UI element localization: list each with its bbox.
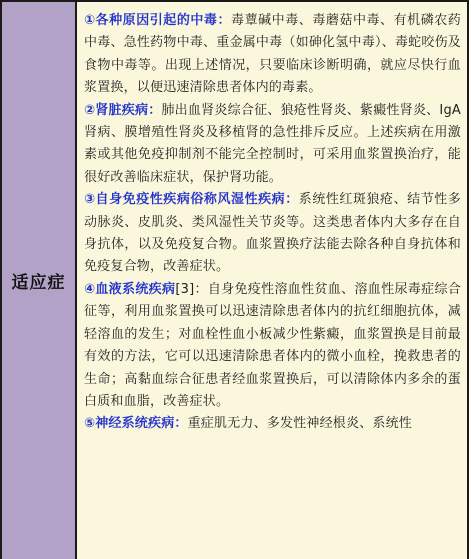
- section-body: 毒蕈碱中毒、毒蘑菇中毒、有机磷农药中毒、急性药物中毒、重金属中毒（如砷化氢中毒）、毒蛇咬伤及食物中毒等。出现上述情况，只要临床诊断明确，就应尽快行血浆置换，以便迅速清除患者体内的毒素。: [84, 13, 461, 96]
- section-neuro: [84, 413, 461, 435]
- section-heading: ⑤神经系统疾病：: [84, 416, 188, 432]
- section-heading: ③自身免疫性疾病俗称风湿性疾病：: [84, 192, 299, 208]
- section-autoimmune: [84, 189, 461, 279]
- citation-ref: [3]：: [175, 281, 208, 297]
- section-heading: ①各种原因引起的中毒：: [84, 13, 232, 28]
- section-body: 重症肌无力、多发性神经根炎、系统性: [187, 416, 413, 432]
- section-blood: [84, 279, 461, 413]
- content-cell: [77, 2, 467, 559]
- section-kidney: [84, 100, 461, 190]
- section-body: 自身免疫性溶血性贫血、溶血性尿毒症综合征等，利用血浆置换可以迅速清除患者体内的抗红细胞抗体，减轻溶血的发生；对血栓性血小板减少性紫癜，血浆置换是目前最有效的方法，它可以迅速清除患者体内的微小血栓，挽救患者的生命；高黏血综合征患者经血浆置换后，可以清除体内多余的蛋白质和血脂，改善症状。: [84, 281, 461, 409]
- section-body: 肺出血肾炎综合征、狼疮性肾炎、紫癜性肾炎、IgA 肾病、膜增殖性肾炎及移植肾的急性排斥反应。上述疾病在用激素或其他免疫抑制剂不能完全控制时，可采用血浆置换治疗，能很好改善临床症状，保护肾功能。: [84, 102, 461, 185]
- row-label: 适应症: [11, 273, 66, 293]
- section-heading: ④血液系统疾病: [84, 281, 176, 297]
- section-poisoning: [84, 10, 461, 100]
- section-body: 系统性红斑狼疮、结节性多动脉炎、皮肌炎、类风湿性关节炎等。这类患者体内大多存在自身抗体，以及免疫复合物。血浆置换疗法能去除各种自身抗体和免疫复合物，改善症状。: [84, 192, 461, 275]
- row-label-cell: [2, 2, 77, 559]
- section-heading: ②肾脏疾病：: [84, 102, 162, 118]
